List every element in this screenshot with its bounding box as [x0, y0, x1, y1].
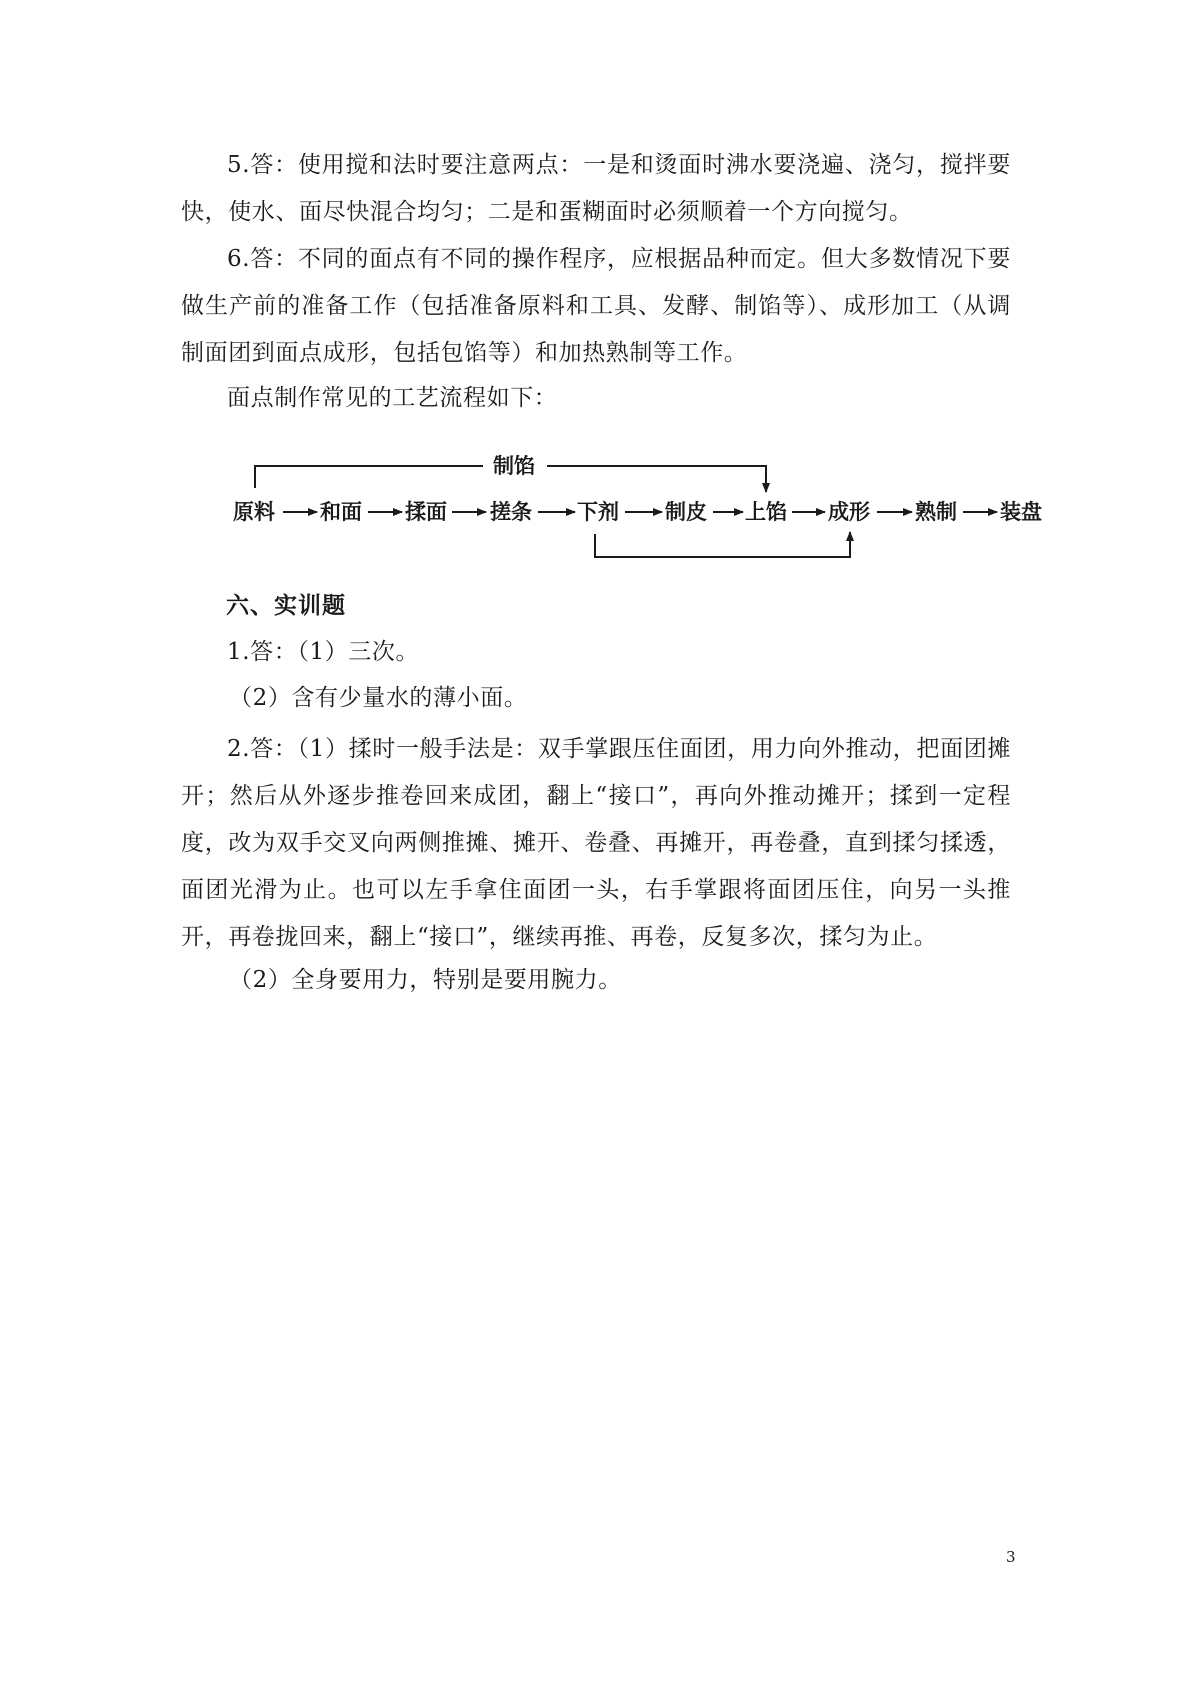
section-heading: 六、实训题	[226, 593, 346, 619]
flow-node-1: 原料	[233, 500, 275, 524]
flow-intro: 面点制作常见的工艺流程如下：	[227, 385, 558, 411]
flow-node-7: 上馅	[745, 500, 787, 524]
q2-answer-part2: （2）全身要用力，特别是要用腕力。	[229, 967, 622, 993]
answer-5: 5.答：使用搅和法时要注意两点：一是和烫面时沸水要浇遍、浇匀，搅拌要快，使水、面尽快混合均匀；二是和蛋糊面时必须顺着一个方向搅匀。	[181, 152, 1011, 225]
bottom-branch-line	[595, 532, 850, 557]
process-flow-diagram	[225, 448, 1055, 568]
q2-answer-part1: 2.答：（1）揉时一般手法是：双手掌跟压住面团，用力向外推动，把面团摊开；然后从外逐步推卷回来成团，翻上“接口”，再向外推动摊开；揉到一定程度，改为双手交叉向两侧推摊、摊开、卷叠、再摊开，再卷叠，直到揉匀揉透，面团光滑为止。也可以左手拿住面团一头，右手掌跟将面团压住，向另一头推开，再卷拢回来，翻上“接口”，继续再推、再卷，反复多次，揉匀为止。	[181, 736, 1011, 950]
flow-node-5: 下剂	[577, 500, 619, 524]
q1-answer-line1: 1.答：（1）三次。	[227, 639, 420, 665]
flow-node-10: 装盘	[1000, 500, 1042, 524]
top-branch-line	[255, 466, 483, 488]
q1-answer-line2: （2）含有少量水的薄小面。	[229, 685, 528, 711]
page-number: 3	[1006, 1548, 1016, 1566]
top-branch-line-right	[547, 466, 766, 492]
flow-node-3: 揉面	[405, 500, 447, 524]
answer-6: 6.答：不同的面点有不同的操作程序，应根据品种而定。但大多数情况下要做生产前的准备工作（包括准备原料和工具、发酵、制馅等）、成形加工（从调制面团到面点成形，包括包馅等）和加热熟制等工作。	[181, 246, 1011, 366]
flow-node-2: 和面	[320, 500, 362, 524]
flow-branch-label: 制馅	[493, 454, 535, 478]
flow-node-9: 熟制	[915, 500, 957, 524]
flow-node-4: 搓条	[490, 500, 532, 524]
flow-node-8: 成形	[828, 500, 870, 524]
flow-node-6: 制皮	[665, 500, 707, 524]
